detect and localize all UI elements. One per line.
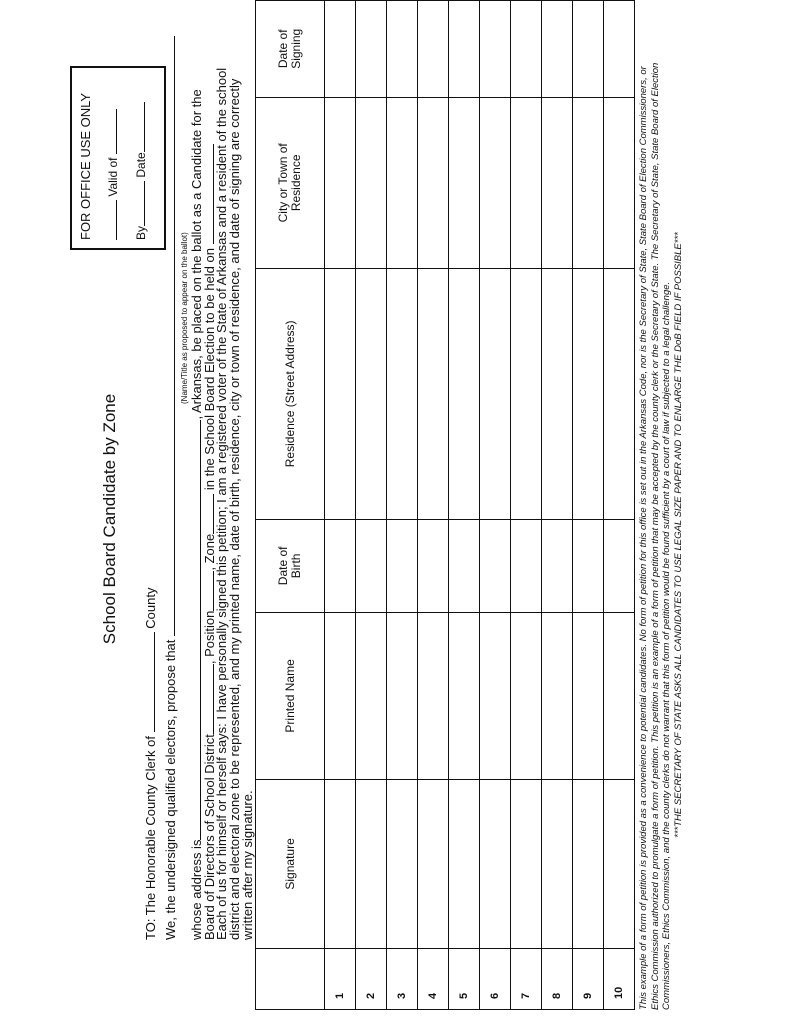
table-row [325,1,356,1010]
row-number: 6 [480,949,511,1010]
signature-cell[interactable] [573,779,604,948]
row-number: 8 [542,949,573,1010]
header-date-of-birth: Date of Birth [256,519,325,612]
office-by-label: By [134,225,148,240]
zone-label: , Zone [202,533,217,571]
office-date-label: Date [134,152,148,178]
residence-cell[interactable] [480,269,511,520]
printed-name-cell[interactable] [325,613,356,780]
printed-name-cell[interactable] [511,613,542,780]
printed-name-cell[interactable] [480,613,511,780]
signature-cell[interactable] [449,779,480,948]
dob-cell[interactable] [325,519,356,612]
propose-text: We, the undersigned qualified electors, propose that [163,639,178,940]
row-number: 1 [325,949,356,1010]
office-heading: FOR OFFICE USE ONLY [78,92,93,240]
residence-cell[interactable] [542,269,573,520]
legal-size-notice: ***THE SECRETARY OF STATE ASKS ALL CANDIDATES TO USE LEGAL SIZE PAPER AND TO ENLARGE THE DoB FIELD IF POSSIBLE*** [672,232,684,838]
position-label: , Position [202,610,217,665]
printed-name-cell[interactable] [418,613,449,780]
signature-cell[interactable] [542,779,573,948]
printed-name-cell[interactable] [573,613,604,780]
to-prefix: TO: The Honorable County Clerk of [143,735,158,940]
signature-cell[interactable] [418,779,449,948]
table-row [356,1,387,1010]
printed-name-cell[interactable] [604,613,635,780]
signature-cell[interactable] [480,779,511,948]
residence-cell[interactable] [511,269,542,520]
table-row [511,1,542,1010]
residence-cell[interactable] [387,269,418,520]
residence-cell[interactable] [573,269,604,520]
dob-cell[interactable] [542,519,573,612]
signature-cell[interactable] [356,779,387,948]
row-number: 4 [418,949,449,1010]
dob-cell[interactable] [573,519,604,612]
to-line [142,588,158,940]
signature-cell[interactable] [387,779,418,948]
each-line: Each of us for himself or herself says: I have personally signed this petition; I am a registered voter of the State of Arkansas and a resident of the school [214,67,229,940]
printed-name-cell[interactable] [356,613,387,780]
header-signature: Signature [256,779,325,948]
residence-cell[interactable] [356,269,387,520]
signing-date-cell[interactable] [573,1,604,98]
signing-date-cell[interactable] [604,1,635,98]
signing-date-cell[interactable] [387,1,418,98]
header-printed-name: Printed Name [256,613,325,780]
city-cell[interactable] [604,97,635,269]
dob-cell[interactable] [604,519,635,612]
row-number: 2 [356,949,387,1010]
header-number [256,949,325,1010]
signing-date-cell[interactable] [356,1,387,98]
dob-cell[interactable] [418,519,449,612]
signing-date-cell[interactable] [511,1,542,98]
signature-cell[interactable] [511,779,542,948]
county-label: County [143,587,158,629]
dob-cell[interactable] [511,519,542,612]
footer-disclaimer [638,60,684,1010]
printed-name-cell[interactable] [542,613,573,780]
row-number: 7 [511,949,542,1010]
city-cell[interactable] [542,97,573,269]
table-row [449,1,480,1010]
row-number: 5 [449,949,480,1010]
table-row [387,1,418,1010]
dob-cell[interactable] [356,519,387,612]
header-date-of-signing: Date of Signing [256,1,325,98]
table-row [542,1,573,1010]
city-cell[interactable] [325,97,356,269]
row-number: 9 [573,949,604,1010]
signing-date-cell[interactable] [325,1,356,98]
office-use-box [70,66,166,250]
propose-line [162,36,178,940]
dob-cell[interactable] [480,519,511,612]
dob-cell[interactable] [449,519,480,612]
table-row [480,1,511,1010]
election-label: in the School Board Election to be held on [202,248,217,491]
residence-cell[interactable] [604,269,635,520]
written-line: written after my signature. [240,790,255,940]
signing-date-cell[interactable] [418,1,449,98]
table-header-row [256,1,325,1010]
residence-cell[interactable] [325,269,356,520]
residence-cell[interactable] [418,269,449,520]
city-cell[interactable] [418,97,449,269]
district-line: district and electoral zone to be represented, and my printed name, date of birth, residence, city or town of residence, and date of signing are correctly [227,78,242,940]
signing-date-cell[interactable] [480,1,511,98]
city-cell[interactable] [387,97,418,269]
printed-name-cell[interactable] [387,613,418,780]
table-row [418,1,449,1010]
name-note: (Name/Title as proposed to appear on the ballot) [180,232,189,404]
dob-cell[interactable] [387,519,418,612]
signature-table [255,0,635,1010]
table-row [604,1,635,1010]
table-row [573,1,604,1010]
city-cell[interactable] [573,97,604,269]
disclaimer-text: This example of a form of petition is provided as a convenience to potential candidates. No form of petition for this office is set out in the Arkansas Code, nor is the Secretary of State, State Board of Election Commissioners, or Ethics Commission authorized to promulgate a form of petition. This petition is an example of a form of petition that may be accepted by the county clerk or the Secretary of State. The Secretary of State, State Board of Election Commissioners, Ethics Commission, and the county clerks do not warrant that this form of petition would be found sufficient by a court of law if subjected to a legal challenge. [638,62,672,1010]
city-cell[interactable] [449,97,480,269]
city-cell[interactable] [356,97,387,269]
printed-name-cell[interactable] [449,613,480,780]
signature-cell[interactable] [325,779,356,948]
row-number: 3 [387,949,418,1010]
address-end: , Arkansas, be placed on the ballot as a Candidate for the [189,89,204,420]
residence-cell[interactable] [449,269,480,520]
signing-date-cell[interactable] [542,1,573,98]
city-cell[interactable] [480,97,511,269]
office-valid-label: Valid of [106,157,120,197]
row-number: 10 [604,949,635,1010]
document-title: School Board Candidate by Zone [100,393,119,645]
board-label: Board of Directors of School District [202,734,217,940]
header-city: City or Town of Residence [256,97,325,269]
header-residence: Residence (Street Address) [256,269,325,520]
signature-cell[interactable] [604,779,635,948]
signing-date-cell[interactable] [449,1,480,98]
city-cell[interactable] [511,97,542,269]
address-label: whose address is [189,839,204,940]
